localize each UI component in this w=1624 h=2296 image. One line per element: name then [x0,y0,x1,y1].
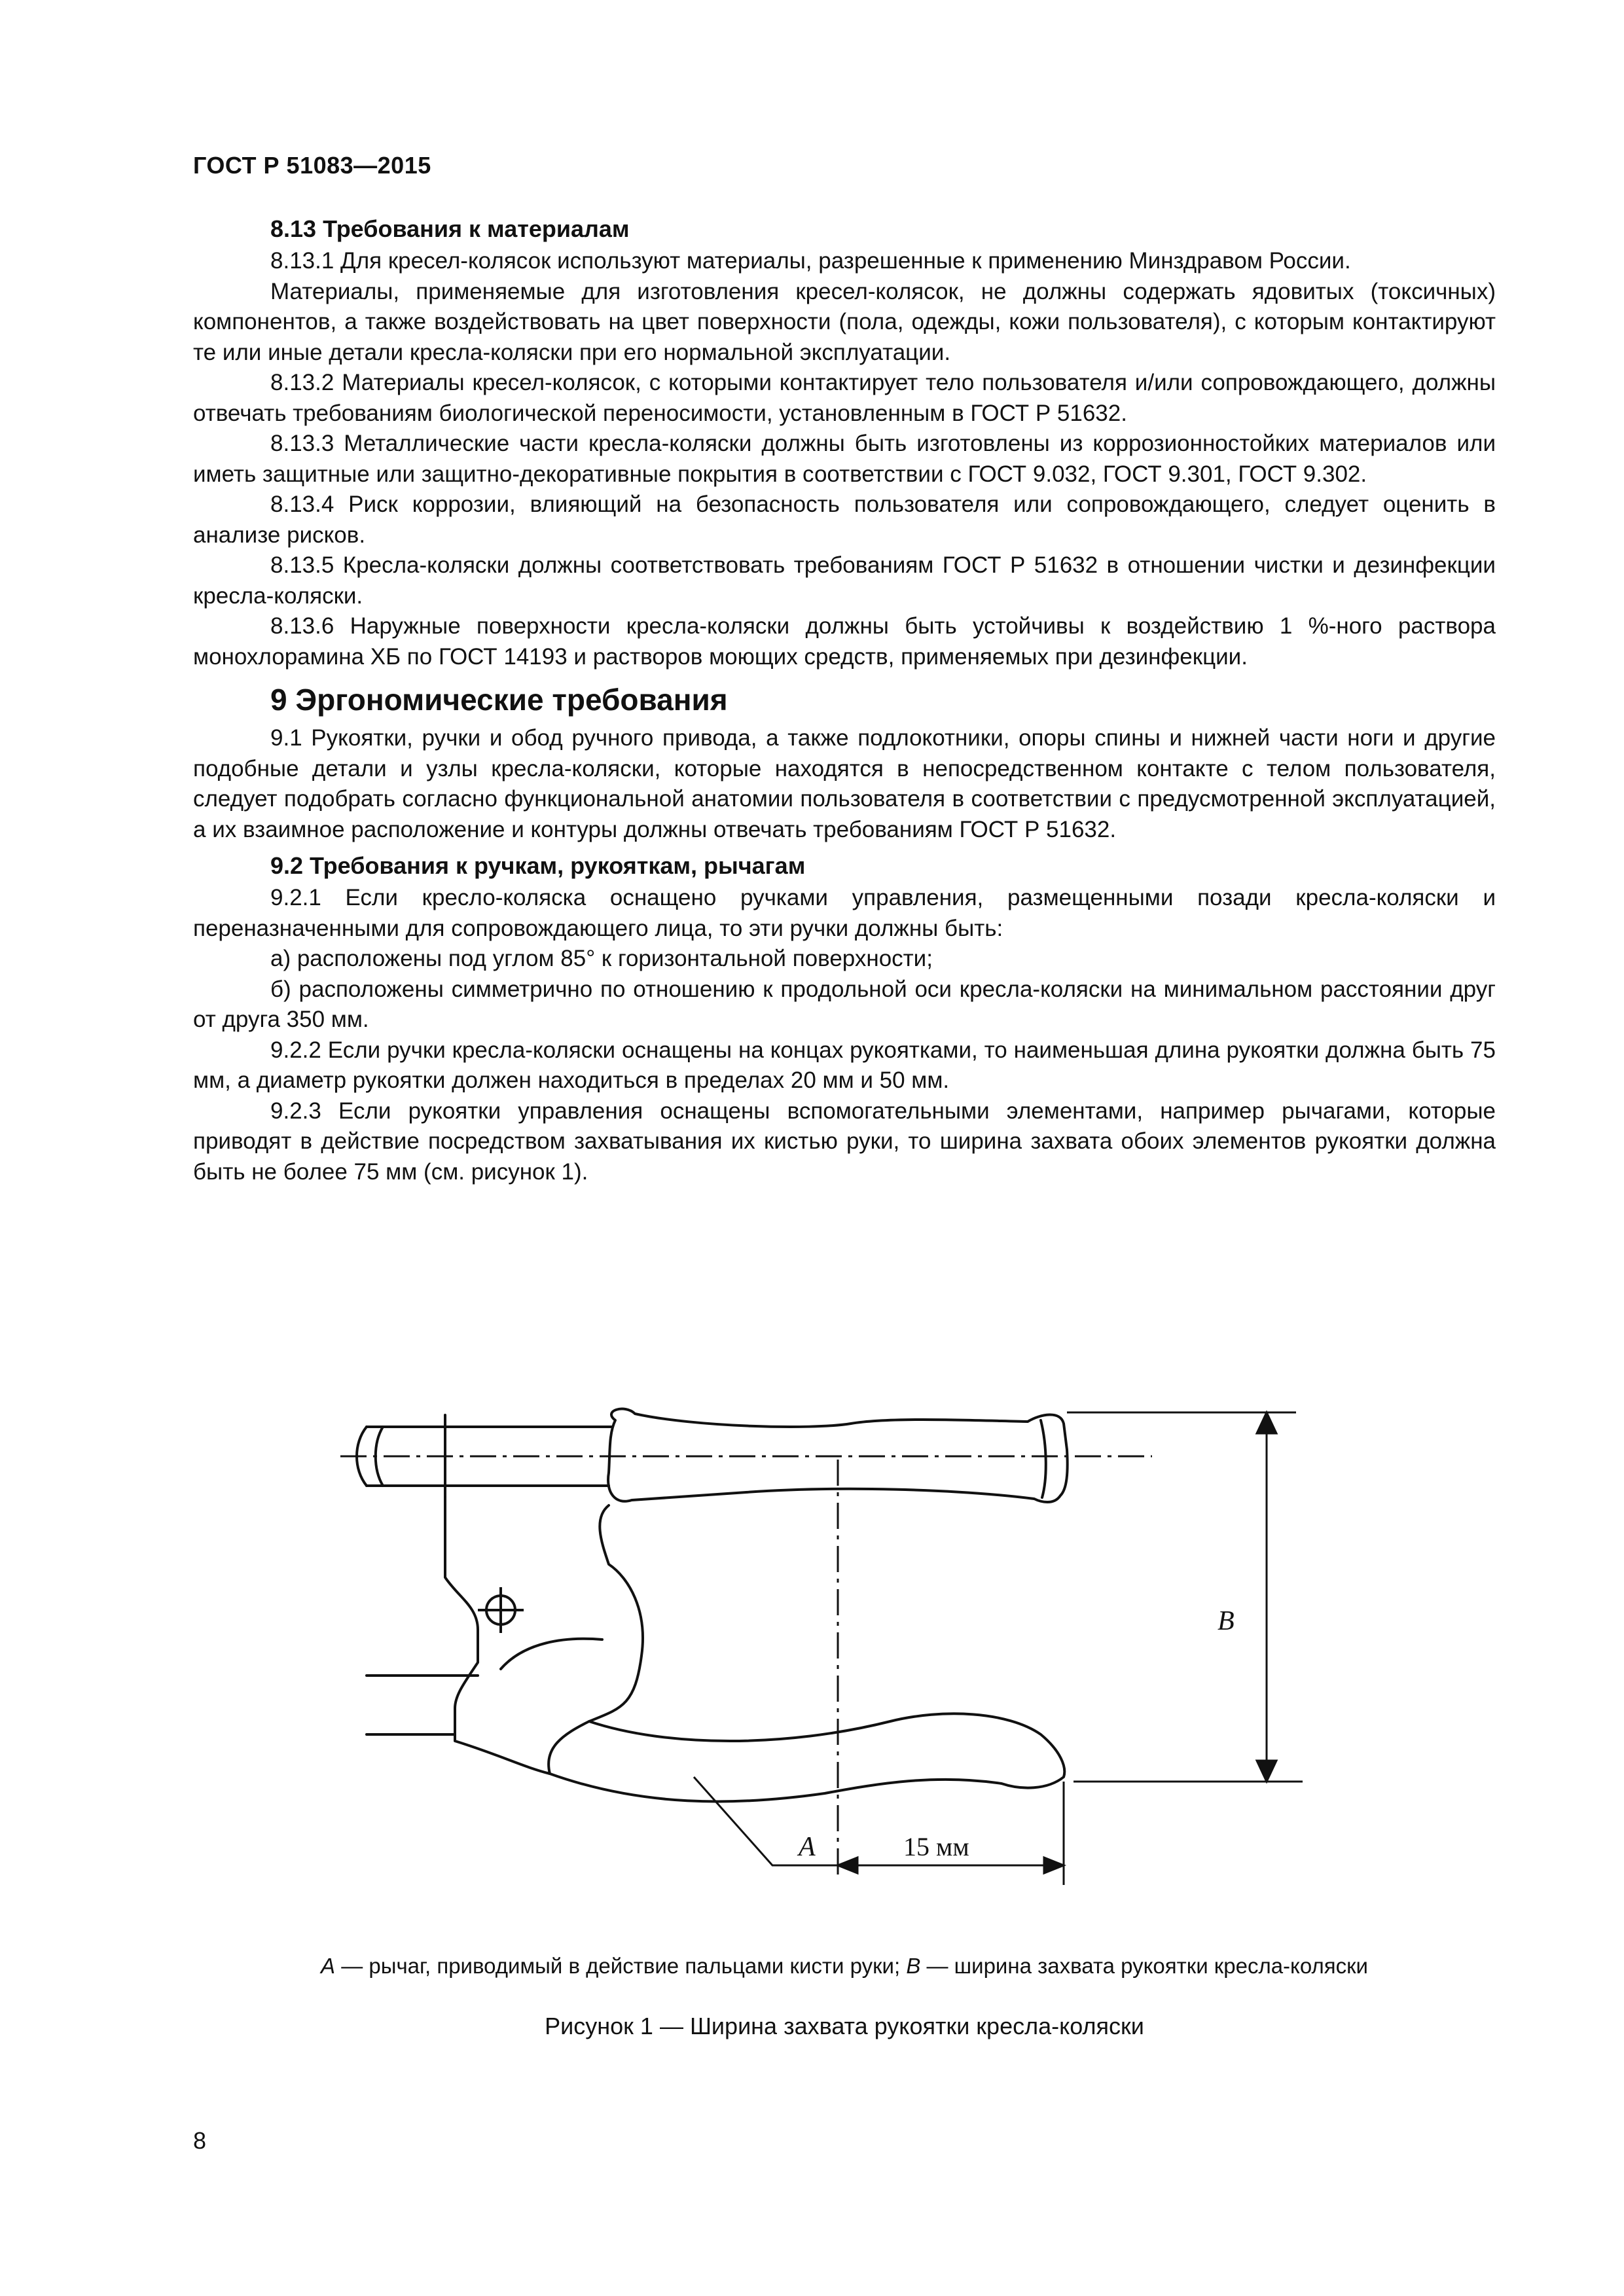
legend-b-text: — ширина захвата рукоятки кресла-коляски [920,1954,1368,1978]
paragraph-9-2-2: 9.2.2 Если ручки кресла-коляски оснащены на концах рукоятками, то наименьшая длина рукоятки должна быть 75 мм, а диаметр рукоятки должен находиться в пределах 20 мм и 50 мм. [193,1037,1496,1093]
paragraph-8-13-6: 8.13.6 Наружные поверхности кресла-коляски должны быть устойчивы к воздействию 1 %-ного раствора монохлорамина ХБ по ГОСТ 14193 и растворов моющих средств, применяемых при дезинфекции. [193,613,1496,670]
section-9-title: 9 Эргономические требования [270,683,728,717]
document-body [193,208,1496,1187]
paragraph-8-13-5: 8.13.5 Кресла-коляски должны соответствовать требованиям ГОСТ Р 51632 в отношении чистки и дезинфекции кресла-коляски. [193,552,1496,609]
dimension-b [1067,1412,1303,1782]
handle-technical-drawing [327,1381,1335,1918]
legend-a-letter: A [321,1954,336,1978]
paragraph-9-1: 9.1 Рукоятки, ручки и обод ручного привода, а также подлокотники, опоры спины и нижней части ноги и другие подобные детали и узлы кресла-коляски, которые находятся в непосредственном контакте с телом пользователя, следует подобрать согласно функциональной анатомии пользователя в соответствии с предусмотренной эксплуатацией, а их взаимное расположение и контуры должны отвечать требованиям ГОСТ Р 51632. [193,725,1496,842]
list-item-a: а) расположены под углом 85° к горизонтальной поверхности; [270,946,933,971]
figure-legend [193,1954,1496,1979]
lever-edge [501,1639,602,1669]
paragraph-9-2-1: 9.2.1 Если кресло-коляска оснащено ручками управления, размещенными позади кресла-коляски и переназначенными для сопровождающего лица, то эти ручки должны быть: [193,885,1496,941]
label-15mm: 15 мм [903,1832,969,1861]
figure-handle-drawing [327,1381,1335,1918]
legend-a-text: — рычаг, приводимый в действие пальцами кисти руки; [335,1954,907,1978]
legend-b-letter: B [906,1954,921,1978]
paragraph-8-13-2: 8.13.2 Материалы кресел-колясок, с которыми контактирует тело пользователя и/или сопровождающего, должны отвечать требованиям биологической переносимости, установленным в ГОСТ Р 51632. [193,370,1496,426]
paragraph-8-13-3: 8.13.3 Металлические части кресла-коляски должны быть изготовлены из коррозионностойких материалов или иметь защитные или защитно-декоративные покрытия в соответствии с ГОСТ 9.032, ГОСТ 9.301, ГОСТ 9.302. [193,431,1496,487]
label-b: B [1218,1606,1235,1636]
section-9-2-title: 9.2 Требования к ручкам, рукояткам, рычагам [270,852,806,879]
list-item-b: б) расположены симметрично по отношению к продольной оси кресла-коляски на минимальном расстоянии друг от друга 350 мм. [193,976,1496,1032]
paragraph-8-13-1: 8.13.1 Для кресел-колясок используют материалы, разрешенные к применению Минздравом России. [270,248,1351,274]
document-header: ГОСТ Р 51083—2015 [193,152,431,179]
paragraph-8-13-4: 8.13.4 Риск коррозии, влияющий на безопасность пользователя или сопровождающего, следует оценить в анализе рисков. [193,492,1496,548]
label-a: A [799,1832,816,1862]
lever-lower [550,1713,1064,1801]
lower-arm [367,1676,478,1734]
figure-caption: Рисунок 1 — Ширина захвата рукоятки кресла-коляски [545,2013,1144,2039]
grip-inner-line [1041,1420,1046,1498]
body-plate [445,1498,550,1774]
hole-icon [478,1587,524,1633]
paragraph-9-2-3: 9.2.3 Если рукоятки управления оснащены вспомогательными элементами, например рычагами, которые приводят в действие посредством захватывания их кистью руки, то ширина захвата обоих элементов рукоятки должна быть не более 75 мм (см. рисунок 1). [193,1098,1496,1185]
paragraph-8-13-1-materials: Материалы, применяемые для изготовления кресел-колясок, не должны содержать ядовитых (токсичных) компонентов, а также воздействовать на цвет поверхности (пола, одежды, кожи пользователя), с которым контактируют те или иные детали кресла-коляски при его нормальной эксплуатации. [193,278,1496,365]
section-8-13-title: 8.13 Требования к материалам [270,215,630,242]
page-number: 8 [193,2127,207,2154]
